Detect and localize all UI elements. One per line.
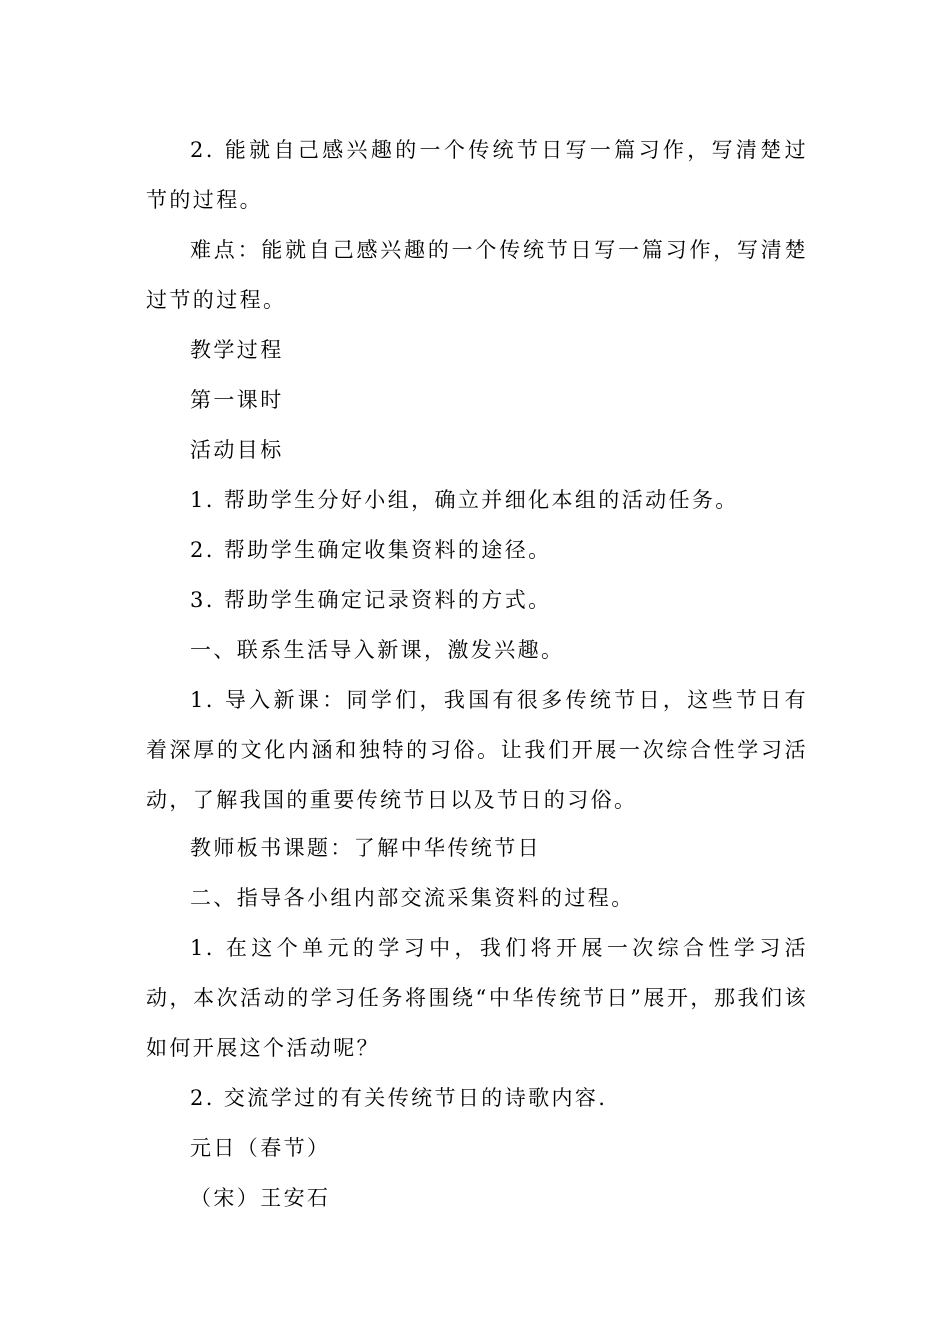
paragraph-unit-activity: 1. 在这个单元的学习中，我们将开展一次综合性学习活动，本次活动的学习任务将围绕“中华传统节日”展开，那我们该如何开展这个活动呢？: [146, 936, 808, 1060]
paragraph-goal-2: 2. 帮助学生确定收集资料的途径。: [190, 538, 552, 562]
paragraph-goal-3: 3. 帮助学生确定记录资料的方式。: [190, 588, 552, 612]
paragraph-poems: 2. 交流学过的有关传统节日的诗歌内容.: [190, 1086, 608, 1110]
heading-teaching-process: 教学过程: [190, 338, 284, 362]
paragraph-intro: 1. 导入新课：同学们，我国有很多传统节日，这些节日有着深厚的文化内涵和独特的习俗。让我们开展一次综合性学习活动，了解我国的重要传统节日以及节日的习俗。: [146, 688, 808, 812]
paragraph-goal-1: 1. 帮助学生分好小组，确立并细化本组的活动任务。: [190, 488, 739, 512]
poem-title: 元日（春节）: [190, 1136, 331, 1160]
section-heading-2: 二、指导各小组内部交流采集资料的过程。: [190, 886, 635, 910]
paragraph-writing-goal: 2. 能就自己感兴趣的一个传统节日写一篇习作，写清楚过节的过程。: [146, 138, 808, 212]
section-heading-1: 一、联系生活导入新课，激发兴趣。: [190, 638, 565, 662]
heading-activity-goals: 活动目标: [190, 438, 284, 462]
paragraph-difficulty: 难点：能就自己感兴趣的一个传统节日写一篇习作，写清楚过节的过程。: [146, 238, 808, 312]
paragraph-board-title: 教师板书课题：了解中华传统节日: [190, 836, 541, 860]
heading-first-lesson: 第一课时: [190, 388, 284, 412]
poem-author: （宋）王安石: [190, 1186, 331, 1210]
